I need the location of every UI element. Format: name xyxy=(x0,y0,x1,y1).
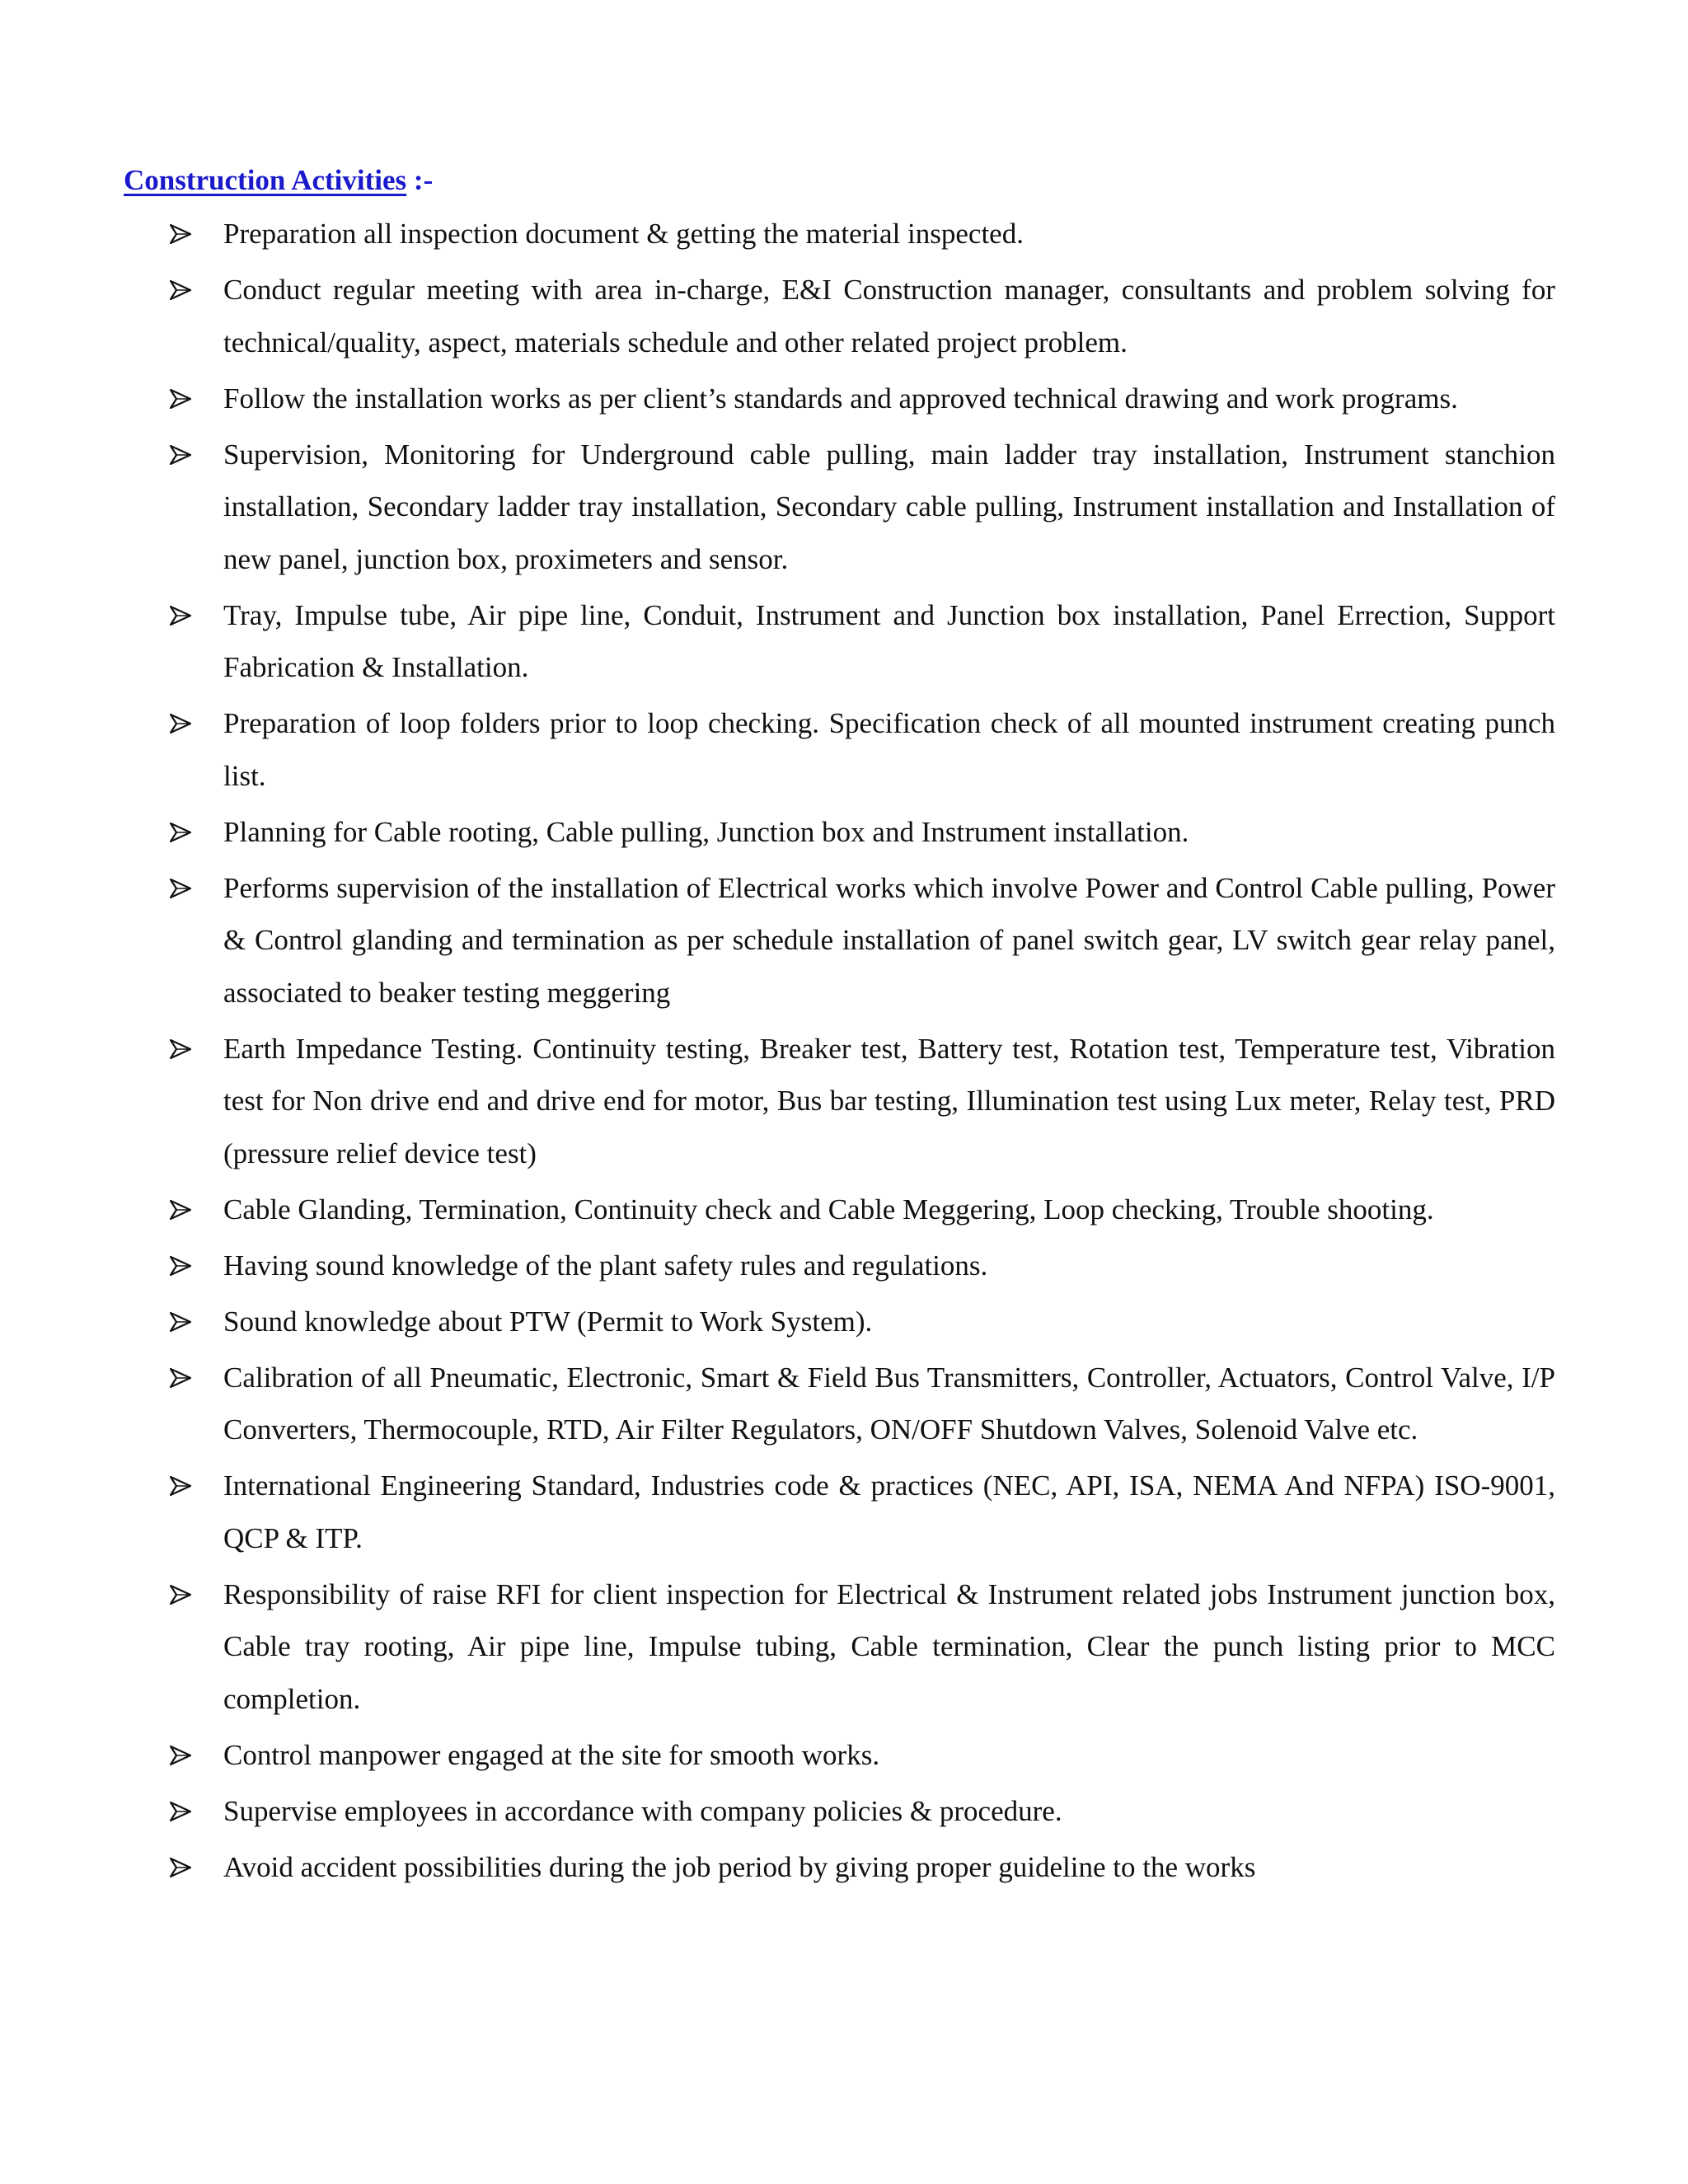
list-item xyxy=(124,1240,1555,1292)
heading-suffix: :- xyxy=(406,164,434,196)
arrowhead-bullet-icon xyxy=(170,1568,195,1621)
list-item xyxy=(124,1729,1555,1782)
activity-list xyxy=(124,208,1555,1897)
arrowhead-bullet-icon xyxy=(170,208,195,260)
list-item-text: Calibration of all Pneumatic, Electronic, Smart & Field Bus Transmitters, Controller, Actuators, Control Valve, I/P Converters, Thermocouple, RTD, Air Filter Regulators, ON/OFF Shutdown Valves, Solenoid Valve etc. xyxy=(223,1361,1555,1446)
arrowhead-bullet-icon xyxy=(170,589,195,642)
arrowhead-bullet-icon xyxy=(170,1841,195,1894)
list-item xyxy=(124,1568,1555,1726)
arrowhead-bullet-icon xyxy=(170,264,195,316)
list-item xyxy=(124,1296,1555,1348)
list-item xyxy=(124,1460,1555,1564)
arrowhead-bullet-icon xyxy=(170,1460,195,1512)
arrowhead-bullet-icon xyxy=(170,1729,195,1782)
list-item-text: International Engineering Standard, Industries code & practices (NEC, API, ISA, NEMA And NFPA) ISO-9001, QCP & ITP. xyxy=(223,1469,1555,1554)
list-item-text: Cable Glanding, Termination, Continuity check and Cable Meggering, Loop checking, Trouble shooting. xyxy=(223,1193,1434,1226)
list-item xyxy=(124,1841,1555,1894)
arrowhead-bullet-icon xyxy=(170,862,195,915)
list-item-text: Supervision, Monitoring for Underground cable pulling, main ladder tray installation, Instrument stanchion installation, Secondary ladder tray installation, Secondary cable pulling, Instrument installation and Installation of new panel, junction box, proximeters and sensor. xyxy=(223,438,1555,575)
list-item-text: Planning for Cable rooting, Cable pulling, Junction box and Instrument installation. xyxy=(223,815,1189,848)
section-heading xyxy=(124,160,433,201)
list-item-text: Preparation all inspection document & getting the material inspected. xyxy=(223,218,1024,250)
list-item-text: Conduct regular meeting with area in-charge, E&I Construction manager, consultants and problem solving for technical/quality, aspect, materials schedule and other related project problem. xyxy=(223,274,1555,359)
list-item xyxy=(124,429,1555,586)
heading-link[interactable]: Construction Activities xyxy=(124,164,407,196)
list-item-text: Sound knowledge about PTW (Permit to Work System). xyxy=(223,1305,873,1338)
arrowhead-bullet-icon xyxy=(170,1023,195,1076)
list-item xyxy=(124,806,1555,859)
arrowhead-bullet-icon xyxy=(170,1352,195,1404)
list-item-text: Responsibility of raise RFI for client inspection for Electrical & Instrument related jobs Instrument junction box, Cable tray rooting, Air pipe line, Impulse tubing, Cable termination, Clear the punch listing prior to MCC completion. xyxy=(223,1577,1555,1715)
list-item-text: Supervise employees in accordance with company policies & procedure. xyxy=(223,1794,1062,1827)
arrowhead-bullet-icon xyxy=(170,1183,195,1236)
list-item xyxy=(124,1352,1555,1456)
arrowhead-bullet-icon xyxy=(170,373,195,425)
arrowhead-bullet-icon xyxy=(170,806,195,859)
arrowhead-bullet-icon xyxy=(170,1240,195,1292)
list-item-text: Having sound knowledge of the plant safety rules and regulations. xyxy=(223,1249,988,1282)
list-item-text: Control manpower engaged at the site for smooth works. xyxy=(223,1738,880,1771)
arrowhead-bullet-icon xyxy=(170,1296,195,1348)
list-item xyxy=(124,1183,1555,1236)
list-item xyxy=(124,862,1555,1019)
list-item-text: Tray, Impulse tube, Air pipe line, Conduit, Instrument and Junction box installation, Panel Errection, Support Fabrication & Installation. xyxy=(223,598,1555,683)
list-item xyxy=(124,589,1555,694)
list-item xyxy=(124,1023,1555,1180)
list-item xyxy=(124,264,1555,368)
list-item xyxy=(124,697,1555,802)
arrowhead-bullet-icon xyxy=(170,429,195,481)
list-item xyxy=(124,373,1555,425)
list-item xyxy=(124,208,1555,260)
list-item-text: Avoid accident possibilities during the job period by giving proper guideline to the works xyxy=(223,1850,1256,1883)
arrowhead-bullet-icon xyxy=(170,697,195,750)
arrowhead-bullet-icon xyxy=(170,1785,195,1838)
list-item-text: Follow the installation works as per client’s standards and approved technical drawing and work programs. xyxy=(223,382,1458,415)
list-item-text: Performs supervision of the installation of Electrical works which involve Power and Control Cable pulling, Power & Control glanding and termination as per schedule installation of panel switch gear, LV switch gear relay panel, associated to beaker testing meggering xyxy=(223,871,1555,1009)
list-item-text: Earth Impedance Testing. Continuity testing, Breaker test, Battery test, Rotation test, Temperature test, Vibration test for Non drive end and drive end for motor, Bus bar testing, Illumination test using Lux meter, Relay test, PRD (pressure relief device test) xyxy=(223,1032,1555,1169)
list-item xyxy=(124,1785,1555,1838)
list-item-text: Preparation of loop folders prior to loop checking. Specification check of all mounted instrument creating punch list. xyxy=(223,707,1555,792)
